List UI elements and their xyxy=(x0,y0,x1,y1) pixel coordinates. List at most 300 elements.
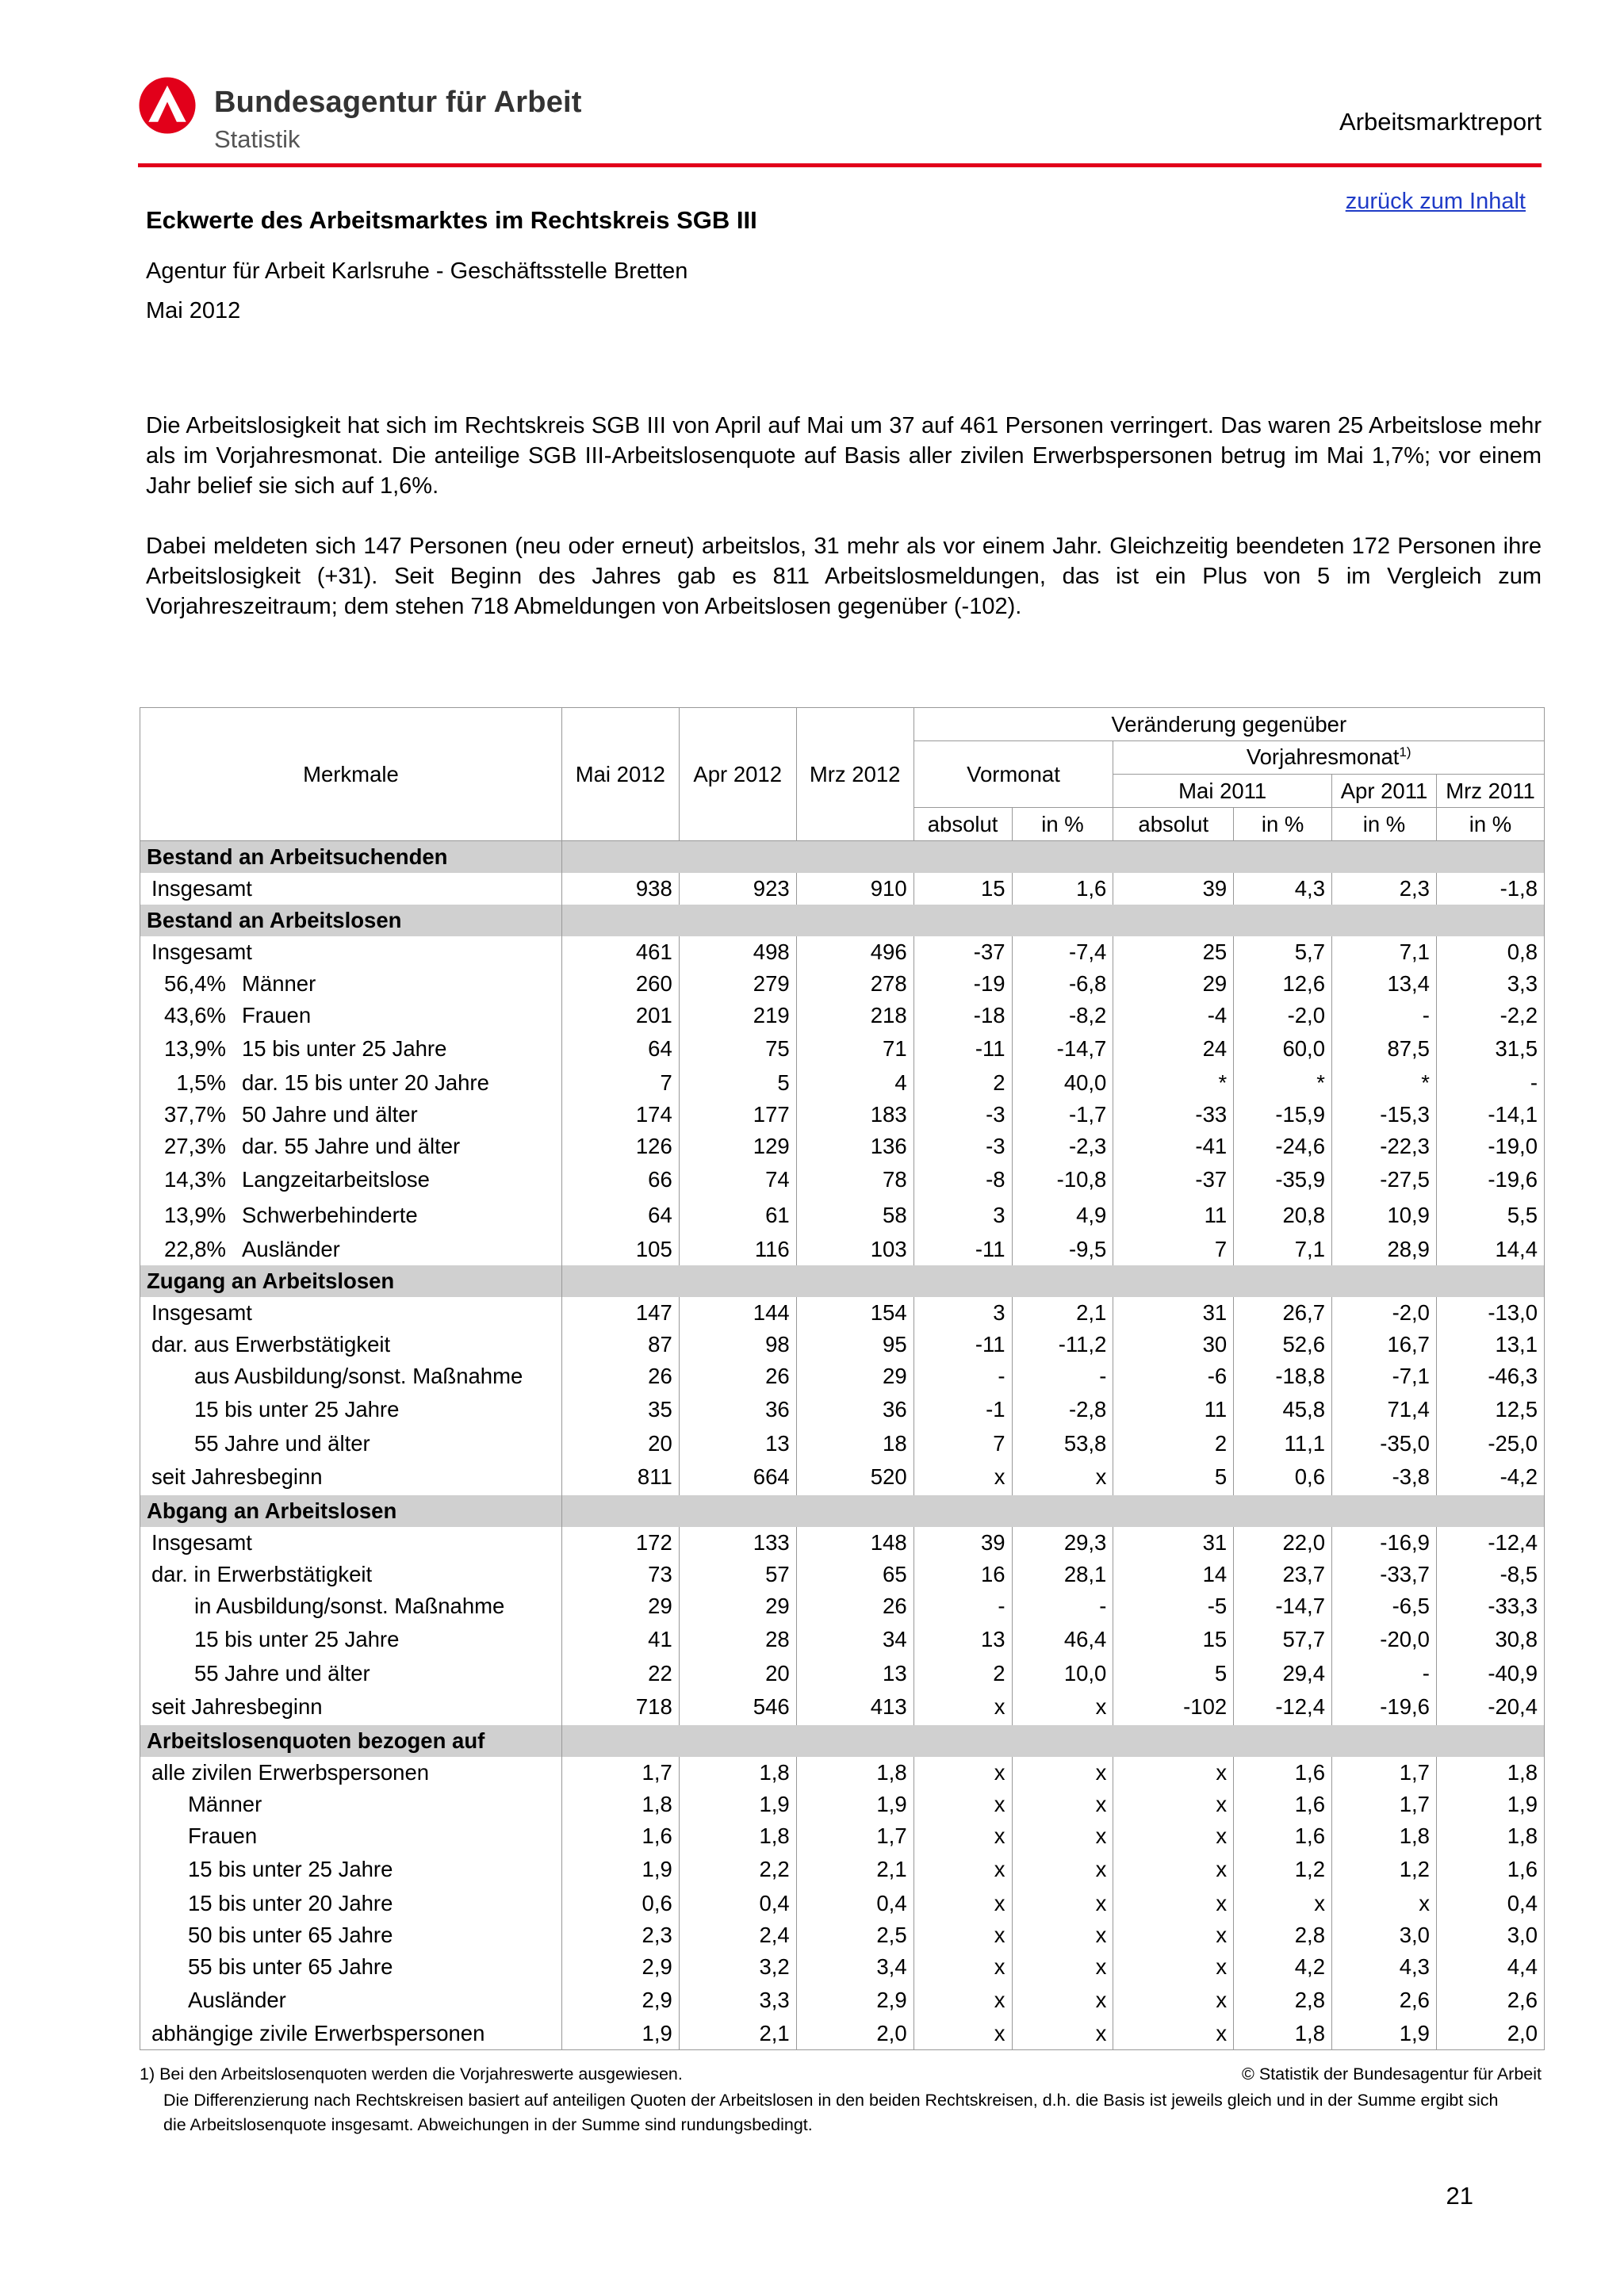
table-cell: 144 xyxy=(679,1297,796,1329)
table-cell: 30 xyxy=(1113,1329,1234,1360)
footnote-explanation: Die Differenzierung nach Rechtskreisen basiert auf anteiligen Quoten der Arbeitslosen in den beiden Rechtskreisen, d.h. die Basis ist jeweils gleich und in der Summe ergibt sich die Arbeitslosenquote insgesamt. Abweichungen in der Summe sind rundungsbedingt. xyxy=(163,2091,1499,2134)
table-cell: -6,8 xyxy=(1012,968,1113,1000)
row-label: 50 bis unter 65 Jahre xyxy=(140,1919,562,1951)
table-cell: 36 xyxy=(679,1392,796,1428)
brand-name: Bundesagentur für Arbeit xyxy=(214,86,582,119)
table-row xyxy=(140,1951,1545,1983)
header-mrz-2012: Mrz 2012 xyxy=(796,708,914,841)
share-percent: 43,6% xyxy=(164,1002,226,1027)
table-cell: x xyxy=(1113,1820,1234,1852)
row-label xyxy=(140,1031,562,1067)
table-cell: 87,5 xyxy=(1332,1031,1437,1067)
table-cell: -15,9 xyxy=(1234,1099,1332,1131)
table-cell: 1,8 xyxy=(796,1757,914,1789)
table-cell: x xyxy=(1012,1852,1113,1888)
section-label: Abgang an Arbeitslosen xyxy=(140,1495,562,1527)
table-cell: 278 xyxy=(796,968,914,1000)
table-cell: 45,8 xyxy=(1234,1392,1332,1428)
table-cell: 41 xyxy=(561,1622,679,1658)
table-cell: 2,8 xyxy=(1234,1983,1332,2019)
table-cell: 1,2 xyxy=(1332,1852,1437,1888)
table-cell: 30,8 xyxy=(1436,1622,1544,1658)
row-label: aus Ausbildung/sonst. Maßnahme xyxy=(140,1360,562,1392)
table-cell: -11 xyxy=(914,1031,1012,1067)
table-cell: -3,8 xyxy=(1332,1460,1437,1495)
table-cell: 26 xyxy=(561,1360,679,1392)
table-cell: x xyxy=(1113,1757,1234,1789)
table-cell: 13 xyxy=(914,1622,1012,1658)
row-label: Ausländer xyxy=(140,1983,562,2019)
section-label: Bestand an Arbeitsuchenden xyxy=(140,841,562,873)
table-cell: -1,8 xyxy=(1436,873,1544,905)
header-vormonat: Vormonat xyxy=(914,741,1113,808)
section-fill xyxy=(561,1265,1544,1297)
table-cell: 22,0 xyxy=(1234,1527,1332,1559)
table-row xyxy=(140,1297,1545,1329)
table-cell: 15 xyxy=(914,873,1012,905)
table-cell: 0,4 xyxy=(679,1888,796,1919)
table-cell: 2,1 xyxy=(679,2019,796,2050)
table-cell: -33 xyxy=(1113,1099,1234,1131)
key-figures-table xyxy=(140,707,1545,2050)
table-cell: 1,9 xyxy=(1332,2019,1437,2050)
table-cell: -33,3 xyxy=(1436,1590,1544,1622)
row-label-text: dar. 15 bis unter 20 Jahre xyxy=(242,1070,489,1095)
agency-subtitle: Agentur für Arbeit Karlsruhe - Geschäftsstelle Bretten xyxy=(146,258,688,284)
table-cell: -16,9 xyxy=(1332,1527,1437,1559)
header-mai-2011: Mai 2011 xyxy=(1113,775,1332,808)
table-cell: 148 xyxy=(796,1527,914,1559)
table-cell: 25 xyxy=(1113,936,1234,968)
table-cell: 1,2 xyxy=(1234,1852,1332,1888)
row-label: Insgesamt xyxy=(140,873,562,905)
table-cell: 1,8 xyxy=(1234,2019,1332,2050)
table-cell: x xyxy=(1113,1888,1234,1919)
row-label: 55 Jahre und älter xyxy=(140,1428,562,1460)
table-cell: 103 xyxy=(796,1234,914,1265)
header-mai-2012: Mai 2012 xyxy=(561,708,679,841)
table-cell: - xyxy=(1332,1000,1437,1031)
table-cell: -8,2 xyxy=(1012,1000,1113,1031)
table-cell: 1,9 xyxy=(561,1852,679,1888)
row-label-text: Männer xyxy=(242,970,316,996)
section-label: Arbeitslosenquoten bezogen auf xyxy=(140,1725,562,1757)
row-label xyxy=(140,1067,562,1099)
section-fill xyxy=(561,905,1544,936)
table-cell: 718 xyxy=(561,1689,679,1725)
table-row xyxy=(140,1559,1545,1590)
row-label: 55 bis unter 65 Jahre xyxy=(140,1951,562,1983)
table-cell: x xyxy=(1012,1689,1113,1725)
table-cell: 219 xyxy=(679,1000,796,1031)
table-cell: -15,3 xyxy=(1332,1099,1437,1131)
row-label: seit Jahresbeginn xyxy=(140,1460,562,1495)
table-cell: 74 xyxy=(679,1162,796,1198)
row-label: 55 Jahre und älter xyxy=(140,1658,562,1689)
table-cell: 73 xyxy=(561,1559,679,1590)
table-cell: - xyxy=(1436,1067,1544,1099)
header-absolut-vormonat: absolut xyxy=(914,808,1012,841)
table-row xyxy=(140,1757,1545,1789)
table-cell: x xyxy=(1113,2019,1234,2050)
table-cell: x xyxy=(914,1983,1012,2019)
row-label: alle zivilen Erwerbspersonen xyxy=(140,1757,562,1789)
table-row xyxy=(140,1527,1545,1559)
table-cell: 413 xyxy=(796,1689,914,1725)
table-cell: 1,8 xyxy=(561,1789,679,1820)
header-veraenderung: Veränderung gegenüber xyxy=(914,708,1544,741)
table-cell: -12,4 xyxy=(1234,1689,1332,1725)
table-cell: 10,0 xyxy=(1012,1658,1113,1689)
table-cell: 14,4 xyxy=(1436,1234,1544,1265)
table-cell: 0,6 xyxy=(1234,1460,1332,1495)
table-cell: 1,6 xyxy=(1234,1757,1332,1789)
table-cell: -24,6 xyxy=(1234,1131,1332,1162)
table-cell: 16 xyxy=(914,1559,1012,1590)
row-label-text: Langzeitarbeitslose xyxy=(242,1167,430,1192)
ba-logo-icon xyxy=(138,76,197,135)
row-label: Insgesamt xyxy=(140,1297,562,1329)
table-cell: 2,9 xyxy=(561,1951,679,1983)
share-percent: 37,7% xyxy=(164,1101,226,1127)
table-cell: 3 xyxy=(914,1198,1012,1234)
table-cell: 39 xyxy=(1113,873,1234,905)
table-cell: 39 xyxy=(914,1527,1012,1559)
row-label-text: Schwerbehinderte xyxy=(242,1203,418,1227)
share-percent: 27,3% xyxy=(164,1133,226,1158)
row-label: 15 bis unter 20 Jahre xyxy=(140,1888,562,1919)
table-cell: 461 xyxy=(561,936,679,968)
table-cell: -33,7 xyxy=(1332,1559,1437,1590)
table-cell: 201 xyxy=(561,1000,679,1031)
header-pct-apr-2011: in % xyxy=(1332,808,1437,841)
row-label-text: 15 bis unter 25 Jahre xyxy=(242,1036,447,1061)
table-cell: -40,9 xyxy=(1436,1658,1544,1689)
table-cell: 7 xyxy=(1113,1234,1234,1265)
table-cell: 0,8 xyxy=(1436,936,1544,968)
table-row xyxy=(140,1234,1545,1265)
row-label xyxy=(140,1198,562,1234)
header-vorjahresmonat: Vorjahresmonat$^{1)}$ xyxy=(1113,741,1545,775)
table-cell: -3 xyxy=(914,1099,1012,1131)
table-cell: 1,8 xyxy=(1436,1820,1544,1852)
table-cell: 1,8 xyxy=(1436,1757,1544,1789)
share-percent: 1,5% xyxy=(176,1070,226,1095)
row-label: dar. aus Erwerbstätigkeit xyxy=(140,1329,562,1360)
row-label xyxy=(140,1131,562,1162)
report-date: Mai 2012 xyxy=(146,298,241,323)
table-cell: 2,4 xyxy=(679,1919,796,1951)
table-cell: -5 xyxy=(1113,1590,1234,1622)
table-cell: 1,9 xyxy=(796,1789,914,1820)
table-cell: 2,0 xyxy=(1436,2019,1544,2050)
table-cell: x xyxy=(914,1888,1012,1919)
table-row xyxy=(140,936,1545,968)
table-cell: -6,5 xyxy=(1332,1590,1437,1622)
table-cell: 24 xyxy=(1113,1031,1234,1067)
table-cell: 36 xyxy=(796,1392,914,1428)
table-cell: x xyxy=(1012,1919,1113,1951)
table-cell: 10,9 xyxy=(1332,1198,1437,1234)
row-label xyxy=(140,968,562,1000)
table-cell: x xyxy=(1012,1983,1113,2019)
table-cell: 172 xyxy=(561,1527,679,1559)
table-cell: 147 xyxy=(561,1297,679,1329)
footnote: 1) Bei den Arbeitslosenquoten werden die Vorjahreswerte ausgewiesen. xyxy=(140,2064,683,2084)
share-percent: 14,3% xyxy=(164,1167,226,1192)
table-row xyxy=(140,1099,1545,1131)
table-cell: 1,9 xyxy=(679,1789,796,1820)
table-cell: -13,0 xyxy=(1436,1297,1544,1329)
table-cell: - xyxy=(1332,1658,1437,1689)
table-cell: x xyxy=(1113,1983,1234,2019)
section-header-row xyxy=(140,841,1545,873)
table-row xyxy=(140,1162,1545,1198)
table-cell: -25,0 xyxy=(1436,1428,1544,1460)
table-cell: 11 xyxy=(1113,1198,1234,1234)
table-cell: 1,8 xyxy=(679,1820,796,1852)
table-cell: -37 xyxy=(914,936,1012,968)
table-cell: x xyxy=(914,1852,1012,1888)
table-cell: 2 xyxy=(914,1658,1012,1689)
row-label: 15 bis unter 25 Jahre xyxy=(140,1622,562,1658)
table-cell: 3,3 xyxy=(679,1983,796,2019)
table-cell: 183 xyxy=(796,1099,914,1131)
row-label xyxy=(140,1234,562,1265)
table-cell: 57,7 xyxy=(1234,1622,1332,1658)
table-cell: x xyxy=(914,1951,1012,1983)
table-cell: 52,6 xyxy=(1234,1329,1332,1360)
table-cell: 174 xyxy=(561,1099,679,1131)
table-cell: -8 xyxy=(914,1162,1012,1198)
table-cell: 20 xyxy=(561,1428,679,1460)
table-cell: -4,2 xyxy=(1436,1460,1544,1495)
table-row xyxy=(140,1198,1545,1234)
table-cell: 923 xyxy=(679,873,796,905)
table-cell: -2,2 xyxy=(1436,1000,1544,1031)
brand-subtitle: Statistik xyxy=(214,125,301,153)
table-cell: 2,6 xyxy=(1332,1983,1437,2019)
table-cell: 1,8 xyxy=(679,1757,796,1789)
table-cell: 2,3 xyxy=(1332,873,1437,905)
table-cell: 2,9 xyxy=(796,1983,914,2019)
table-cell: 105 xyxy=(561,1234,679,1265)
table-cell: 133 xyxy=(679,1527,796,1559)
table-cell: -41 xyxy=(1113,1131,1234,1162)
table-cell: -20,0 xyxy=(1332,1622,1437,1658)
table-cell: 1,6 xyxy=(1436,1852,1544,1888)
table-cell: 29 xyxy=(796,1360,914,1392)
table-cell: 14 xyxy=(1113,1559,1234,1590)
table-cell: -9,5 xyxy=(1012,1234,1113,1265)
table-row xyxy=(140,1888,1545,1919)
table-cell: x xyxy=(914,1919,1012,1951)
table-cell: 13,4 xyxy=(1332,968,1437,1000)
table-cell: 60,0 xyxy=(1234,1031,1332,1067)
table-cell: 64 xyxy=(561,1031,679,1067)
table-cell: 4,2 xyxy=(1234,1951,1332,1983)
row-label: abhängige zivile Erwerbspersonen xyxy=(140,2019,562,2050)
header-absolut-vorjahr: absolut xyxy=(1113,808,1234,841)
table-cell: 26 xyxy=(679,1360,796,1392)
table-row xyxy=(140,1329,1545,1360)
table-row xyxy=(140,1000,1545,1031)
table-cell: 26,7 xyxy=(1234,1297,1332,1329)
section-fill xyxy=(561,841,1544,873)
table-cell: 2,2 xyxy=(679,1852,796,1888)
table-cell: 95 xyxy=(796,1329,914,1360)
table-body xyxy=(140,841,1545,2050)
table-cell: 4,9 xyxy=(1012,1198,1113,1234)
back-to-contents-link[interactable]: zurück zum Inhalt xyxy=(1345,189,1526,214)
table-cell: x xyxy=(1113,1789,1234,1820)
table-cell: - xyxy=(1012,1590,1113,1622)
table-cell: 2,9 xyxy=(561,1983,679,2019)
table-cell: 13 xyxy=(679,1428,796,1460)
row-label xyxy=(140,1162,562,1198)
table-cell: 546 xyxy=(679,1689,796,1725)
table-cell: 496 xyxy=(796,936,914,968)
table-cell: * xyxy=(1332,1067,1437,1099)
table-row xyxy=(140,1460,1545,1495)
table-row xyxy=(140,1031,1545,1067)
table-cell: 16,7 xyxy=(1332,1329,1437,1360)
table-cell: 35 xyxy=(561,1392,679,1428)
table-cell: 910 xyxy=(796,873,914,905)
table-cell: 40,0 xyxy=(1012,1067,1113,1099)
table-cell: * xyxy=(1234,1067,1332,1099)
section-header-row xyxy=(140,905,1545,936)
table-cell: 2,1 xyxy=(1012,1297,1113,1329)
table-cell: -14,7 xyxy=(1012,1031,1113,1067)
table-cell: 1,6 xyxy=(1234,1789,1332,1820)
table-cell: 2,3 xyxy=(561,1919,679,1951)
section-fill xyxy=(561,1725,1544,1757)
table-cell: 71 xyxy=(796,1031,914,1067)
table-cell: 31,5 xyxy=(1436,1031,1544,1067)
table-cell: -11 xyxy=(914,1329,1012,1360)
table-cell: 7 xyxy=(561,1067,679,1099)
row-label: Männer xyxy=(140,1789,562,1820)
share-percent: 13,9% xyxy=(164,1203,226,1227)
table-cell: 15 xyxy=(1113,1622,1234,1658)
table-row xyxy=(140,1919,1545,1951)
report-title: Arbeitsmarktreport xyxy=(1339,108,1542,136)
table-cell: 1,6 xyxy=(1234,1820,1332,1852)
table-cell: 46,4 xyxy=(1012,1622,1113,1658)
table-cell: -1,7 xyxy=(1012,1099,1113,1131)
row-label: 15 bis unter 25 Jahre xyxy=(140,1392,562,1428)
table-cell: -19 xyxy=(914,968,1012,1000)
table-cell: 12,6 xyxy=(1234,968,1332,1000)
table-cell: 57 xyxy=(679,1559,796,1590)
table-cell: 29 xyxy=(561,1590,679,1622)
table-cell: -35,9 xyxy=(1234,1162,1332,1198)
table-row xyxy=(140,1689,1545,1725)
table-cell: x xyxy=(914,1460,1012,1495)
table-cell: 87 xyxy=(561,1329,679,1360)
table-cell: 260 xyxy=(561,968,679,1000)
table-cell: 11 xyxy=(1113,1392,1234,1428)
table-cell: 1,7 xyxy=(796,1820,914,1852)
table-cell: 5 xyxy=(1113,1658,1234,1689)
table-cell: -2,0 xyxy=(1332,1297,1437,1329)
table-cell: 71,4 xyxy=(1332,1392,1437,1428)
table-cell: 2 xyxy=(914,1067,1012,1099)
table-cell: -1 xyxy=(914,1392,1012,1428)
table-row xyxy=(140,1852,1545,1888)
header-pct-vormonat: in % xyxy=(1012,808,1113,841)
row-label: Frauen xyxy=(140,1820,562,1852)
header-apr-2011: Apr 2011 xyxy=(1332,775,1437,808)
table-cell: x xyxy=(1012,1888,1113,1919)
table-cell: 2,8 xyxy=(1234,1919,1332,1951)
table-cell: 0,6 xyxy=(561,1888,679,1919)
header-pct-mai-2011: in % xyxy=(1234,808,1332,841)
table-cell: -3 xyxy=(914,1131,1012,1162)
table-cell: 11,1 xyxy=(1234,1428,1332,1460)
table-cell: x xyxy=(914,2019,1012,2050)
table-cell: 1,7 xyxy=(561,1757,679,1789)
table-cell: x xyxy=(1012,1951,1113,1983)
row-label: Insgesamt xyxy=(140,1527,562,1559)
table-cell: 29 xyxy=(679,1590,796,1622)
header-apr-2012: Apr 2012 xyxy=(679,708,796,841)
table-cell: 177 xyxy=(679,1099,796,1131)
table-cell: -2,3 xyxy=(1012,1131,1113,1162)
table-cell: -2,8 xyxy=(1012,1392,1113,1428)
share-percent: 13,9% xyxy=(164,1036,226,1061)
table-cell: 3,4 xyxy=(796,1951,914,1983)
share-percent: 22,8% xyxy=(164,1236,226,1261)
table-cell: 116 xyxy=(679,1234,796,1265)
table-cell: 2,1 xyxy=(796,1852,914,1888)
table-cell: - xyxy=(914,1360,1012,1392)
row-label-text: dar. 55 Jahre und älter xyxy=(242,1133,461,1158)
table-cell: 4 xyxy=(796,1067,914,1099)
table-row xyxy=(140,1360,1545,1392)
table-cell: 938 xyxy=(561,873,679,905)
table-cell: x xyxy=(1012,2019,1113,2050)
table-row xyxy=(140,1067,1545,1099)
table-cell: -35,0 xyxy=(1332,1428,1437,1460)
table-cell: 2,0 xyxy=(796,2019,914,2050)
table-cell: 12,5 xyxy=(1436,1392,1544,1428)
table-cell: -19,6 xyxy=(1436,1162,1544,1198)
table-cell: 5 xyxy=(1113,1460,1234,1495)
table-cell: -7,4 xyxy=(1012,936,1113,968)
table-cell: x xyxy=(1113,1951,1234,1983)
table-cell: 20 xyxy=(679,1658,796,1689)
table-cell: 7,1 xyxy=(1234,1234,1332,1265)
table-cell: 66 xyxy=(561,1162,679,1198)
table-cell: 75 xyxy=(679,1031,796,1067)
table-cell: 2,5 xyxy=(796,1919,914,1951)
table-cell: x xyxy=(1332,1888,1437,1919)
table-cell: 65 xyxy=(796,1559,914,1590)
table-cell: 129 xyxy=(679,1131,796,1162)
table-cell: x xyxy=(1012,1820,1113,1852)
table-row xyxy=(140,1590,1545,1622)
table-cell: -102 xyxy=(1113,1689,1234,1725)
header-divider xyxy=(138,163,1542,167)
table-cell: -4 xyxy=(1113,1000,1234,1031)
table-cell: * xyxy=(1113,1067,1234,1099)
table-cell: 31 xyxy=(1113,1297,1234,1329)
table-cell: -2,0 xyxy=(1234,1000,1332,1031)
table-cell: x xyxy=(914,1820,1012,1852)
table-cell: 3,2 xyxy=(679,1951,796,1983)
